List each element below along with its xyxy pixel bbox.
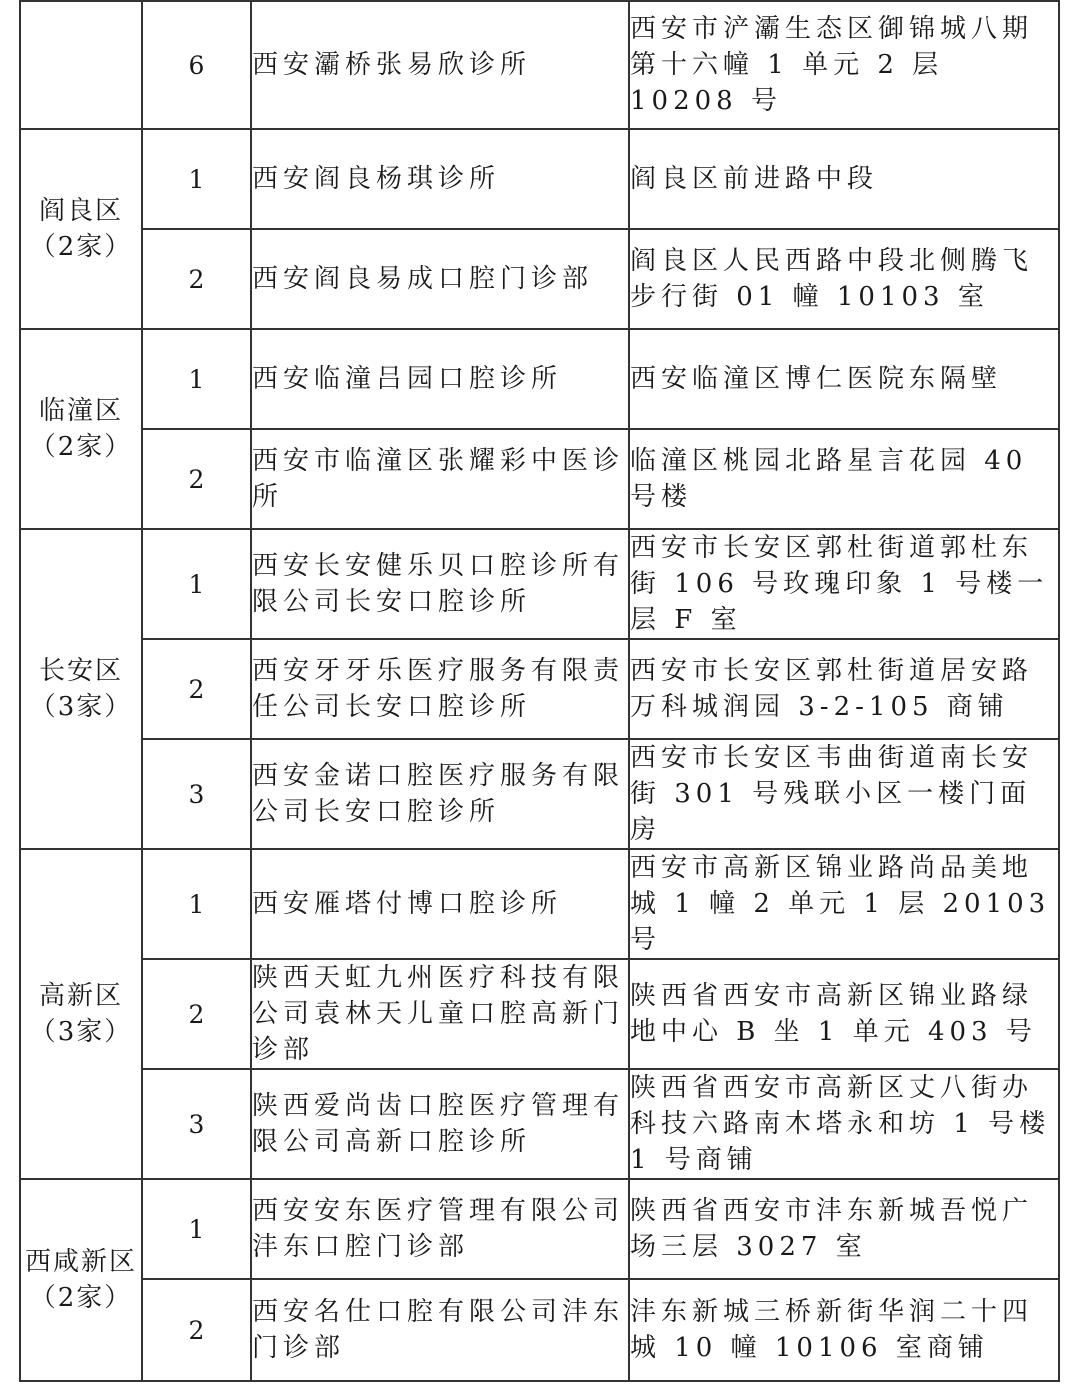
- district-name: 高新区: [38, 981, 123, 1011]
- district-cell: [20, 849, 142, 1179]
- clinic-table: [19, 0, 1060, 1382]
- clinic-name: 西安金诺口腔医疗服务有限公司长安口腔诊所: [251, 739, 629, 849]
- table-row: [20, 849, 1059, 959]
- district-cell: [20, 1, 142, 129]
- row-number: 1: [142, 129, 251, 229]
- district-count: （2家）: [29, 1283, 133, 1313]
- row-number: 2: [142, 229, 251, 329]
- clinic-address: 阎良区前进路中段: [629, 129, 1059, 229]
- clinic-name: 西安安东医疗管理有限公司沣东口腔门诊部: [251, 1179, 629, 1279]
- clinic-address: 西安临潼区博仁医院东隔壁: [629, 329, 1059, 429]
- district-name: 西咸新区: [24, 1247, 137, 1277]
- table-row: [20, 1, 1059, 129]
- row-number: 3: [142, 1069, 251, 1179]
- clinic-address: 陕西省西安市高新区锦业路绿地中心 B 坐 1 单元 403 号: [629, 959, 1059, 1069]
- clinic-address: 陕西省西安市沣东新城吾悦广场三层 3027 室: [629, 1179, 1059, 1279]
- clinic-name: 西安雁塔付博口腔诊所: [251, 849, 629, 959]
- clinic-name: 西安灞桥张易欣诊所: [251, 1, 629, 129]
- district-cell: [20, 1179, 142, 1381]
- row-number: 2: [142, 429, 251, 529]
- table-row: [20, 329, 1059, 429]
- clinic-name: 西安阎良易成口腔门诊部: [251, 229, 629, 329]
- row-number: 1: [142, 529, 251, 639]
- clinic-name: 陕西爱尚齿口腔医疗管理有限公司高新口腔诊所: [251, 1069, 629, 1179]
- district-name: 临潼区: [38, 396, 123, 426]
- district-name: 阎良区: [38, 196, 123, 226]
- table-row: [20, 739, 1059, 849]
- table-row: [20, 1069, 1059, 1179]
- row-number: 2: [142, 1279, 251, 1381]
- clinic-address: 西安市浐灞生态区御锦城八期第十六幢 1 单元 2 层 10208 号: [629, 1, 1059, 129]
- row-number: 1: [142, 1179, 251, 1279]
- row-number: 6: [142, 1, 251, 129]
- clinic-address: 阎良区人民西路中段北侧腾飞步行街 01 幢 10103 室: [629, 229, 1059, 329]
- clinic-address: 临潼区桃园北路星言花园 40 号楼: [629, 429, 1059, 529]
- clinic-address: 沣东新城三桥新街华润二十四城 10 幢 10106 室商铺: [629, 1279, 1059, 1381]
- clinic-address: 西安市高新区锦业路尚品美地城 1 幢 2 单元 1 层 20103 号: [629, 849, 1059, 959]
- district-count: （3家）: [29, 692, 133, 722]
- clinic-name: 西安阎良杨琪诊所: [251, 129, 629, 229]
- clinic-name: 西安名仕口腔有限公司沣东门诊部: [251, 1279, 629, 1381]
- table-row: [20, 429, 1059, 529]
- table-row: [20, 1279, 1059, 1381]
- table-row: [20, 1179, 1059, 1279]
- district-cell: [20, 329, 142, 529]
- district-name: 长安区: [38, 656, 123, 686]
- clinic-name: 西安临潼吕园口腔诊所: [251, 329, 629, 429]
- row-number: 1: [142, 849, 251, 959]
- row-number: 2: [142, 639, 251, 739]
- clinic-name: 西安市临潼区张耀彩中医诊所: [251, 429, 629, 529]
- district-cell: [20, 129, 142, 329]
- clinic-address: 西安市长安区郭杜街道居安路万科城润园 3-2-105 商铺: [629, 639, 1059, 739]
- table-row: [20, 959, 1059, 1069]
- row-number: 1: [142, 329, 251, 429]
- clinic-name: 陕西天虹九州医疗科技有限公司袁林天儿童口腔高新门诊部: [251, 959, 629, 1069]
- table-row: [20, 639, 1059, 739]
- table-row: [20, 229, 1059, 329]
- district-cell: [20, 529, 142, 849]
- clinic-address: 陕西省西安市高新区丈八街办科技六路南木塔永和坊 1 号楼 1 号商铺: [629, 1069, 1059, 1179]
- table-row: [20, 129, 1059, 229]
- district-count: （2家）: [29, 432, 133, 462]
- clinic-address: 西安市长安区韦曲街道南长安街 301 号残联小区一楼门面房: [629, 739, 1059, 849]
- row-number: 3: [142, 739, 251, 849]
- table-row: [20, 529, 1059, 639]
- district-count: （2家）: [29, 232, 133, 262]
- clinic-address: 西安市长安区郭杜街道郭杜东街 106 号玫瑰印象 1 号楼一层 F 室: [629, 529, 1059, 639]
- row-number: 2: [142, 959, 251, 1069]
- clinic-name: 西安长安健乐贝口腔诊所有限公司长安口腔诊所: [251, 529, 629, 639]
- clinic-name: 西安牙牙乐医疗服务有限责任公司长安口腔诊所: [251, 639, 629, 739]
- district-count: （3家）: [29, 1017, 133, 1047]
